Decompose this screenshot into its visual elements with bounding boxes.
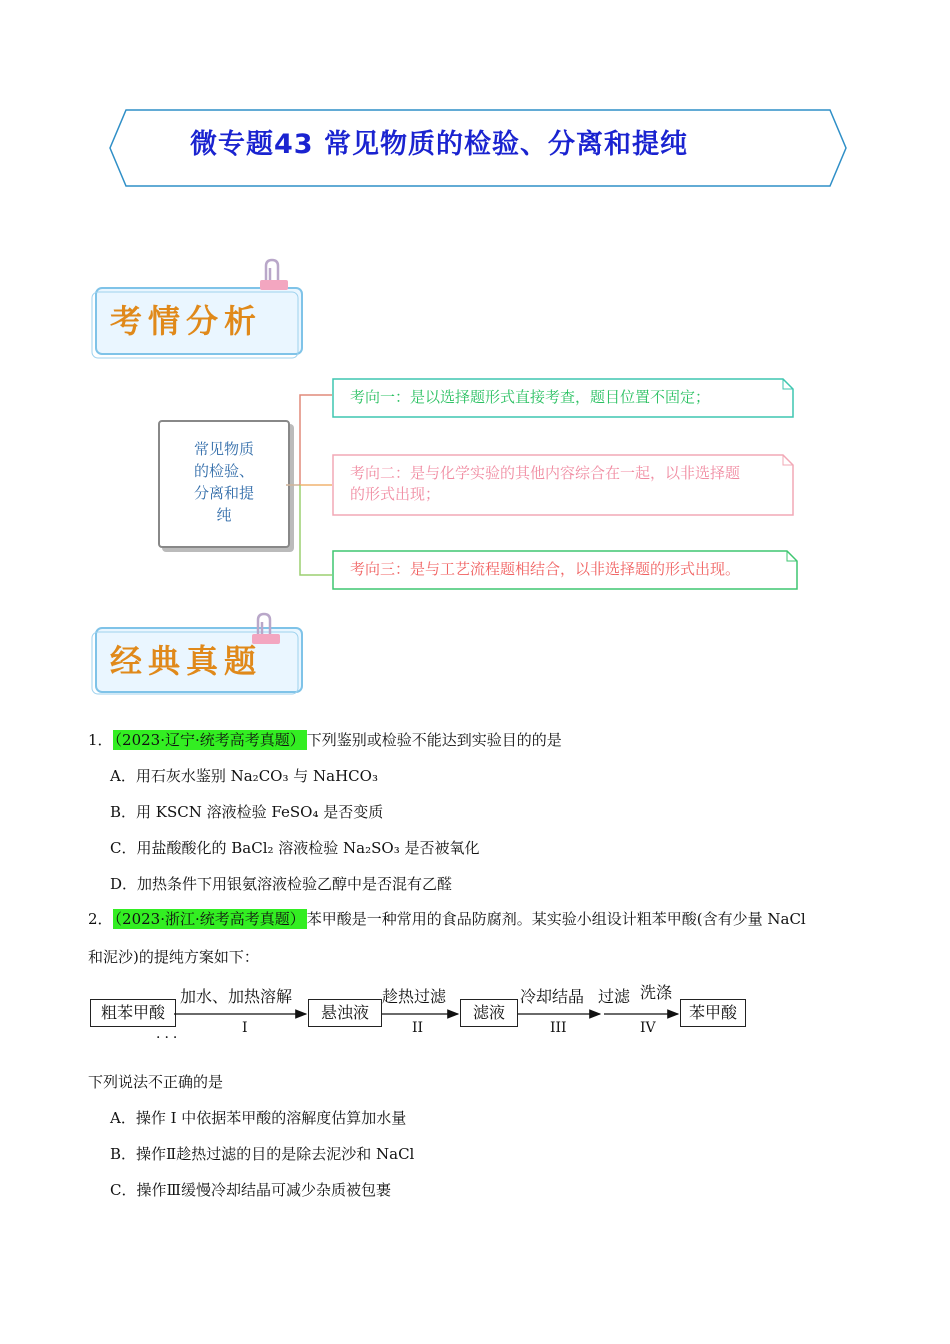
page-title: 微专题43 常见物质的检验、分离和提纯 bbox=[190, 129, 688, 160]
question-1-option-a bbox=[110, 764, 378, 788]
flow-step-3a-label: 冷却结晶 bbox=[520, 987, 585, 1006]
flow-roman-2: II bbox=[412, 1020, 424, 1036]
option-letter: A． bbox=[110, 1109, 136, 1127]
option-text: 操作 I 中依据苯甲酸的溶解度估算加水量 bbox=[135, 1109, 407, 1127]
option-text: 操作Ⅱ趁热过滤的目的是除去泥沙和 NaCl bbox=[136, 1145, 415, 1163]
option-letter: B． bbox=[110, 1145, 137, 1163]
mindmap-center-node bbox=[158, 420, 290, 548]
source-tag: （2023·浙江·统考高考真题） bbox=[114, 910, 305, 928]
question-2-option-c bbox=[110, 1178, 391, 1202]
question-2-option-b bbox=[110, 1142, 414, 1166]
flow-roman-3: III bbox=[550, 1020, 567, 1036]
flow-step-1-label: 加水、加热溶解 bbox=[180, 987, 293, 1006]
source-tag: （2023·辽宁·统考高考真题） bbox=[114, 731, 305, 749]
section-banner-exam bbox=[88, 624, 308, 704]
question-number: 2． bbox=[88, 910, 113, 928]
question-1-option-b bbox=[110, 800, 383, 824]
mindmap-center-text bbox=[160, 438, 288, 526]
option-letter: B． bbox=[110, 803, 137, 821]
question-2-option-a bbox=[110, 1106, 406, 1130]
direction-text-1: 考向一：是以选择题形式直接考查，题目位置不固定； bbox=[350, 388, 711, 406]
option-text: 操作Ⅲ缓慢冷却结晶可减少杂质被包裹 bbox=[136, 1181, 391, 1199]
direction-node-2 bbox=[332, 454, 794, 516]
question-text: 苯甲酸是一种常用的食品防腐剂。某实验小组设计粗苯甲酸(含有少量 NaCl bbox=[306, 910, 806, 928]
direction-line: 考向二：是与化学实验的其他内容综合在一起，以非选择题 bbox=[350, 464, 741, 482]
option-letter: A． bbox=[110, 767, 136, 785]
direction-line: 的形式出现； bbox=[350, 485, 441, 503]
option-text: 用盐酸酸化的 BaCl₂ 溶液检验 Na₂SO₃ 是否被氧化 bbox=[136, 839, 480, 857]
center-line: 分离和提 bbox=[193, 484, 254, 502]
question-2-stem bbox=[88, 907, 806, 931]
paperclip-icon bbox=[256, 258, 292, 294]
question-1-stem bbox=[88, 728, 562, 752]
center-line: 常见物质 bbox=[193, 440, 254, 458]
direction-node-1 bbox=[332, 378, 794, 418]
flow-box-product: 苯甲酸 bbox=[680, 999, 746, 1027]
flow-arrows bbox=[174, 1004, 684, 1024]
question-number: 1． bbox=[88, 731, 113, 749]
question-2-prompt: 下列说法不正确的是 bbox=[88, 1073, 224, 1091]
option-letter: D． bbox=[110, 875, 138, 893]
direction-node-3 bbox=[332, 550, 798, 590]
question-2-stem-line2: 和泥沙)的提纯方案如下： bbox=[88, 948, 259, 966]
option-text: 用石灰水鉴别 Na₂CO₃ 与 NaHCO₃ bbox=[135, 767, 378, 785]
option-letter: C． bbox=[110, 839, 137, 857]
question-1-option-c bbox=[110, 836, 479, 860]
section-banner-analysis bbox=[88, 282, 308, 362]
option-text: 用 KSCN 溶液检验 FeSO₄ 是否变质 bbox=[136, 803, 384, 821]
option-letter: C． bbox=[110, 1181, 137, 1199]
option-text: 加热条件下用银氨溶液检验乙醇中是否混有乙醛 bbox=[137, 875, 453, 893]
center-line: 纯 bbox=[216, 506, 232, 524]
section-title: 经典真题 bbox=[110, 642, 263, 680]
question-text: 下列鉴别或检验不能达到实验目的的是 bbox=[306, 731, 562, 749]
direction-text-2 bbox=[350, 463, 776, 505]
flow-box-suspension: 悬浊液 bbox=[308, 999, 382, 1027]
flow-box-crude: 粗苯甲酸 bbox=[90, 999, 176, 1027]
direction-text-3: 考向三：是与工艺流程题相结合，以非选择题的形式出现。 bbox=[350, 560, 741, 578]
emphasis-dots: ··· bbox=[156, 1030, 182, 1046]
question-1-option-d bbox=[110, 872, 452, 896]
flow-roman-4: IV bbox=[640, 1020, 656, 1036]
flow-box-filtrate: 滤液 bbox=[460, 999, 518, 1027]
flow-roman-1: I bbox=[242, 1020, 248, 1036]
flow-step-2-label: 趁热过滤 bbox=[382, 987, 447, 1006]
flow-step-4-label: 洗涤 bbox=[640, 983, 673, 1002]
center-line: 的检验、 bbox=[193, 462, 254, 480]
section-title: 考情分析 bbox=[110, 302, 263, 340]
flow-step-3b-label: 过滤 bbox=[598, 987, 631, 1006]
